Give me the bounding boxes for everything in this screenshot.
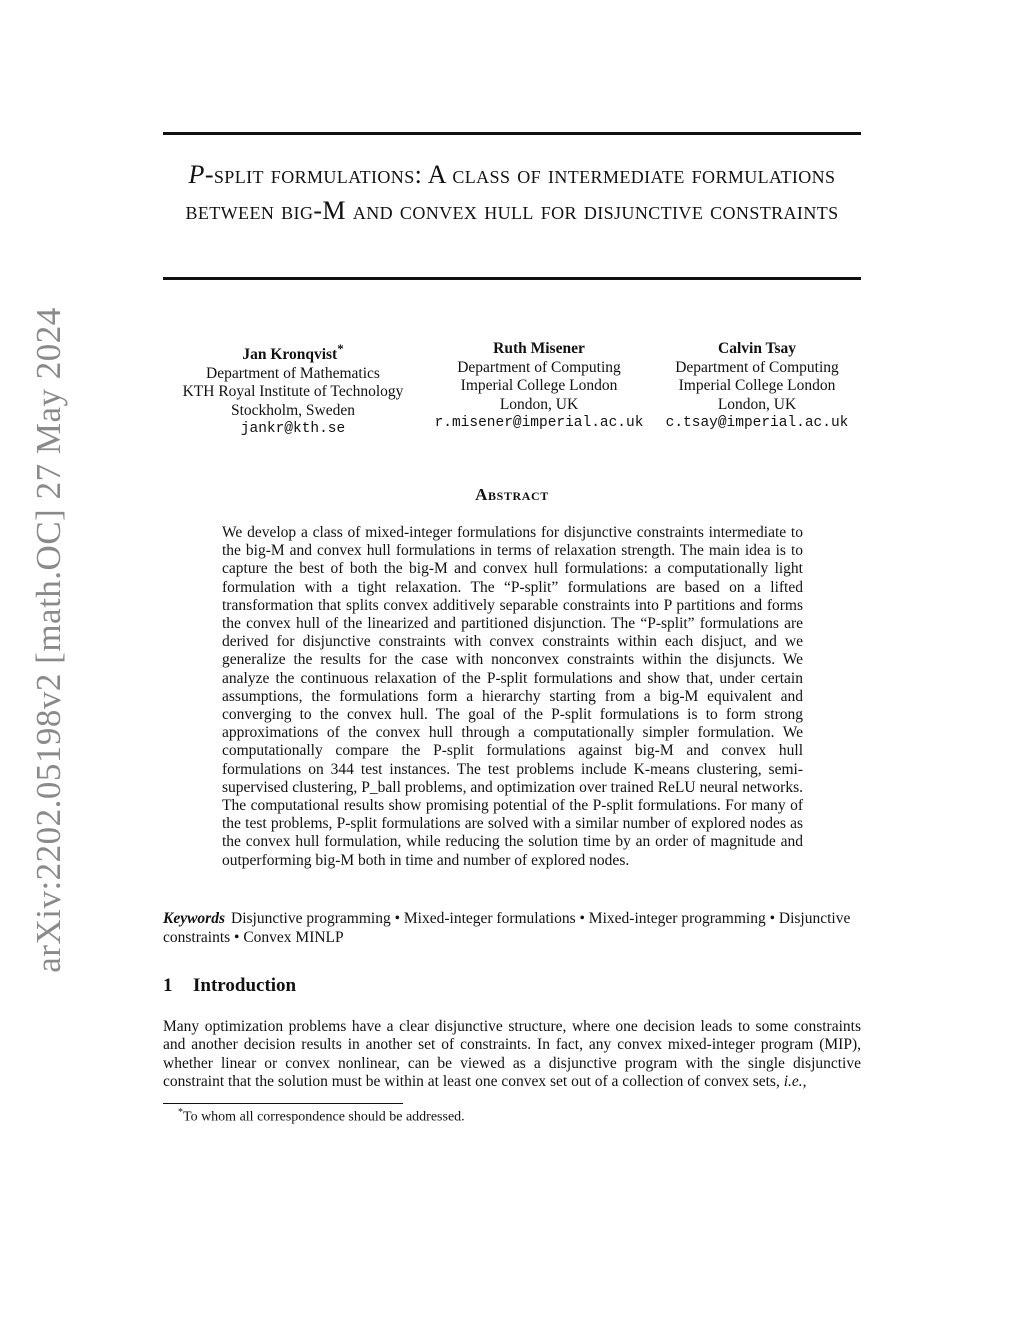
footnote: *To whom all correspondence should be addressed.	[178, 1107, 465, 1125]
intro-ie: i.e.,	[783, 1072, 807, 1090]
author-dept: Department of Computing	[675, 358, 839, 376]
section-title: Introduction	[193, 975, 297, 996]
author-loc: London, UK	[499, 395, 579, 413]
author-block	[163, 340, 861, 440]
section-number: 1	[163, 975, 173, 996]
author-inst: Imperial College London	[678, 377, 836, 394]
keywords	[163, 910, 861, 947]
paper-title	[163, 157, 861, 229]
title-rule-top	[163, 132, 861, 135]
author-dept: Department of Computing	[457, 358, 621, 376]
author-inst: Imperial College London	[460, 377, 618, 394]
footnote-rule	[163, 1103, 403, 1104]
author-inst: KTH Royal Institute of Technology	[182, 383, 404, 401]
arxiv-identifier: arXiv:2202.05198v2 [math.OC] 27 May 2024	[29, 307, 68, 973]
keywords-list: Disjunctive programming • Mixed-integer formulations • Mixed-integer programming • Disjunctive constraints • Convex MINLP	[163, 910, 851, 946]
title-text: -split formulations: A class of intermediate formulations between big-M and convex hull for disjunctive constraints	[185, 160, 839, 225]
author-3	[666, 340, 849, 433]
abstract-heading: Abstract	[475, 485, 549, 504]
author-email[interactable]: r.misener@imperial.ac.uk	[434, 415, 644, 431]
author-name: Calvin Tsay	[718, 340, 796, 357]
author-loc: Stockholm, Sweden	[230, 401, 355, 419]
author-name: Jan Kronqvist*	[242, 341, 344, 364]
author-email[interactable]: jankr@kth.se	[240, 421, 346, 438]
keywords-label: Keywords	[163, 910, 225, 927]
author-1	[183, 340, 404, 439]
author-email[interactable]: c.tsay@imperial.ac.uk	[665, 415, 849, 431]
author-loc: London, UK	[717, 395, 797, 413]
abstract-text: We develop a class of mixed-integer formulations for disjunctive constraints intermediate to the big-M and convex hull formulations in terms of relaxation strength. The main idea is to capture the best of both the big-M and convex hull formulations: a computationally light formulation with a tight relaxation. The “P-split” formulations are based on a lifted transformation that splits convex additively separable constraints into P partitions and forms the convex hull of the linearized and partitioned disjunction. The “P-split” formulations are derived for disjunctive constraints with convex constraints within each disjuct, and we generalize the results for the case with nonconvex constraints within the disjuncts. We analyze the continuous relaxation of the P-split formulations and show that, under certain assumptions, the formulations form a hierarchy starting from a big-M equivalent and converging to the convex hull. The goal of the P-split formulations is to form strong approximations of the convex hull through a computationally simpler formulation. We computationally compare the P-split formulations against big-M and convex hull formulations on 344 test instances. The test problems include K-means clustering, semi-supervised clustering, P_ball problems, and optimization over trained ReLU neural networks. The computational results show promising potential of the P-split formulations. For many of the test problems, P-split formulations are solved with a similar number of explored nodes as the convex hull formulation, while reducing the solution time by an order of magnitude and outperforming big-M both in time and number of explored nodes.	[222, 524, 803, 869]
title-italic-p: P	[188, 160, 205, 189]
author-dept: Department of Mathematics	[206, 364, 380, 382]
intro-paragraph: Many optimization problems have a clear disjunctive structure, where one decision leads to some constraints and another decision results in another set of constraints. In fact, any convex mixed-integer program (MIP), whether linear or convex nonlinear, can be viewed as a disjunctive program with the single disjunctive constraint that the solution must be within at least one convex set out of a collection of convex sets, i.e.,	[163, 1018, 861, 1090]
section-heading	[163, 975, 296, 997]
author-name: Ruth Misener	[493, 340, 585, 357]
author-2	[435, 340, 644, 433]
title-rule-bottom	[163, 277, 861, 280]
